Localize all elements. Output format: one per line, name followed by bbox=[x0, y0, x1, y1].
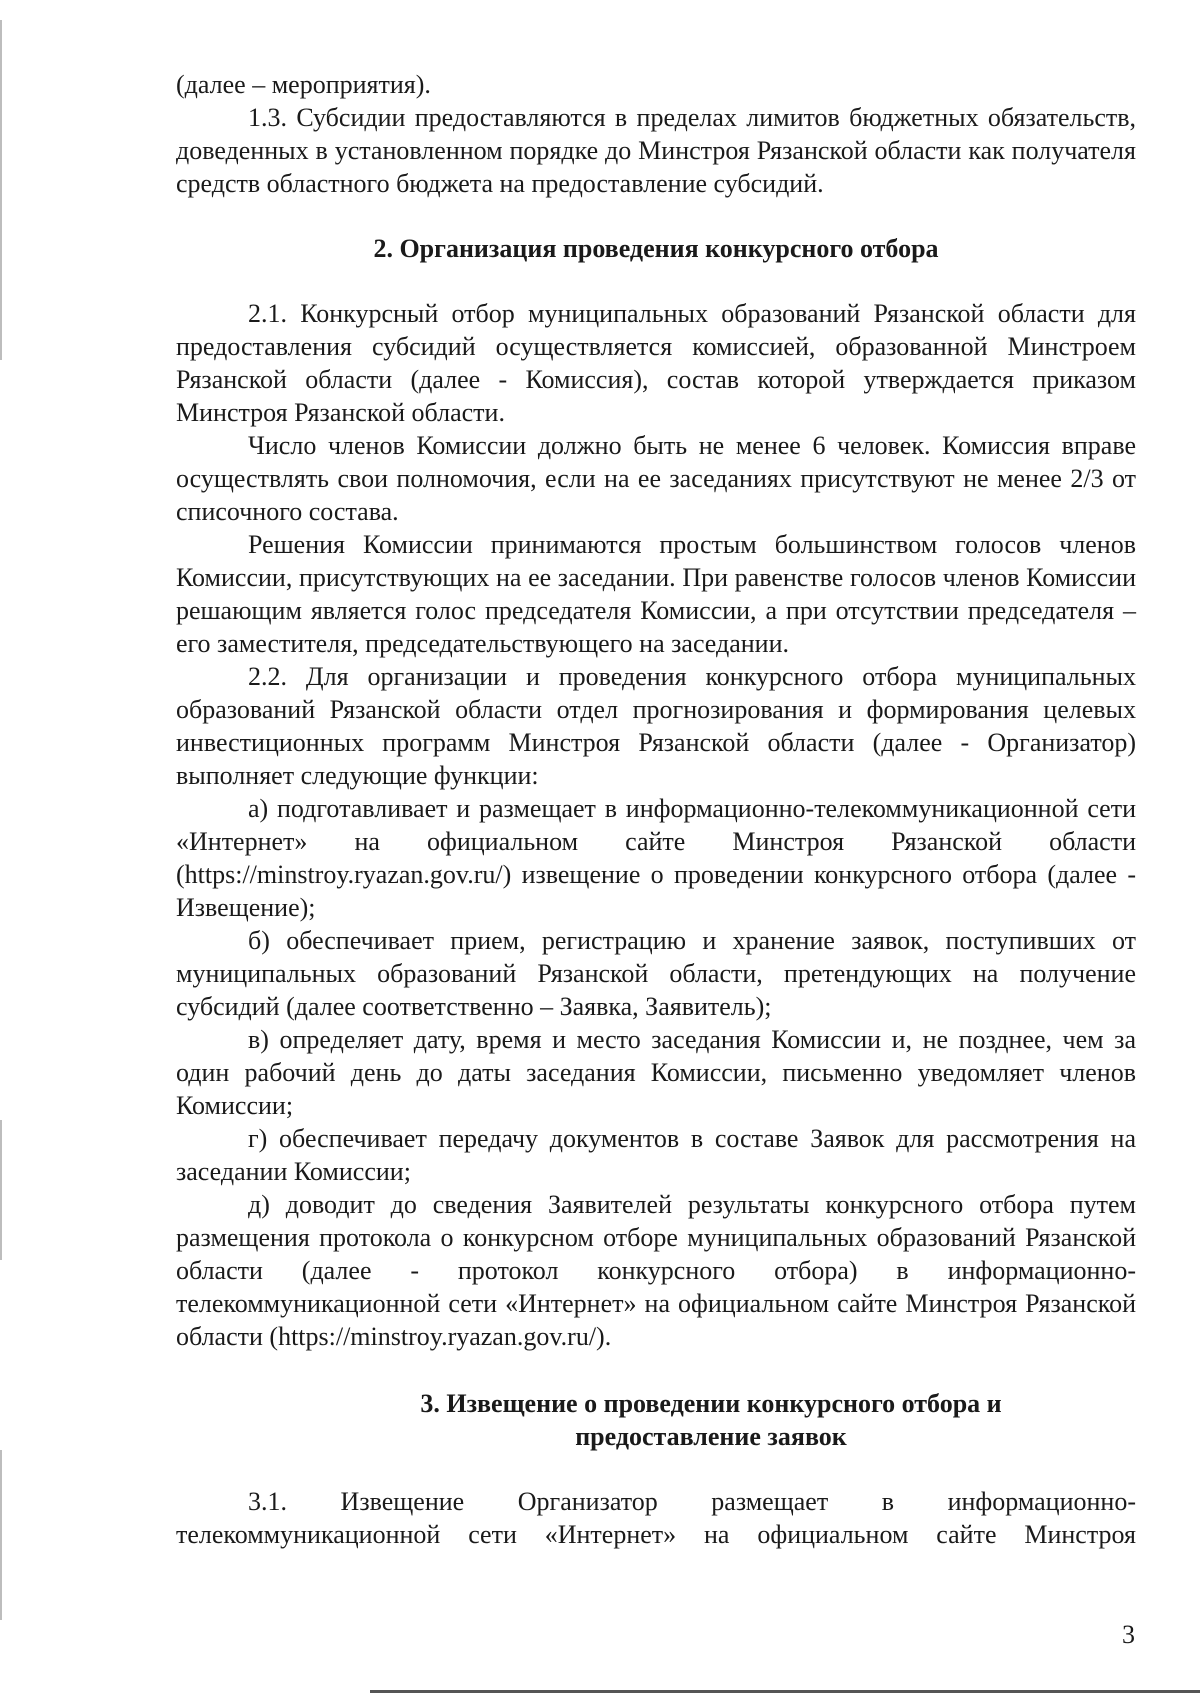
bottom-edge-rule bbox=[370, 1690, 1200, 1693]
section-3-heading-line-1: 3. Извещение о проведении конкурсного отбора и bbox=[420, 1389, 1002, 1418]
paragraph-2-2-b: б) обеспечивает прием, регистрацию и хранение заявок, поступивших от муниципальных образований Рязанской области, претендующих на получение субсидий (далее соответственно – Заявка, Заявитель); bbox=[176, 926, 1136, 1021]
paragraph-3-1: 3.1. Извещение Организатор размещает в информационно-телекоммуникационной сети «Интернет» на официальном сайте Минстроя bbox=[176, 1487, 1136, 1549]
scan-edge-mark bbox=[0, 1120, 2, 1260]
paragraph-2-2-c: в) определяет дату, время и место заседания Комиссии и, не позднее, чем за один рабочий день до даты заседания Комиссии, письменно уведомляет членов Комиссии; bbox=[176, 1025, 1136, 1120]
paragraph-intro: (далее – мероприятия). bbox=[176, 70, 431, 99]
paragraph-2-1-members: Число членов Комиссии должно быть не менее 6 человек. Комиссия вправе осуществлять свои полномочия, если на ее заседаниях присутствуют не менее 2/3 от списочного состава. bbox=[176, 431, 1136, 526]
page-number: 3 bbox=[1122, 1620, 1135, 1649]
section-3-heading bbox=[176, 1387, 1136, 1453]
paragraph-2-1-decisions: Решения Комиссии принимаются простым большинством голосов членов Комиссии, присутствующих на ее заседании. При равенстве голосов членов Комиссии решающим является голос председателя Комиссии, а при отсутствии председателя – его заместителя, председательствующего на заседании. bbox=[176, 530, 1136, 658]
paragraph-2-2-a: а) подготавливает и размещает в информационно-телекоммуникационной сети «Интернет» на официальном сайте Минстроя Рязанской области (https://minstroy.ryazan.gov.ru/) извещение о проведении конкурсного отбора (далее - Извещение); bbox=[176, 794, 1136, 922]
paragraph-2-2: 2.2. Для организации и проведения конкурсного отбора муниципальных образований Рязанской области отдел прогнозирования и формирования целевых инвестиционных программ Минстроя Рязанской области (далее - Организатор) выполняет следующие функции: bbox=[176, 662, 1136, 790]
scan-edge-mark bbox=[0, 20, 2, 360]
paragraph-2-1: 2.1. Конкурсный отбор муниципальных образований Рязанской области для предоставления субсидий осуществляется комиссией, образованной Минстроем Рязанской области (далее - Комиссия), состав которой утверждается приказом Минстроя Рязанской области. bbox=[176, 299, 1136, 427]
section-3-heading-line-2: предоставление заявок bbox=[575, 1422, 847, 1451]
paragraph-2-2-d: г) обеспечивает передачу документов в составе Заявок для рассмотрения на заседании Комиссии; bbox=[176, 1124, 1136, 1186]
scan-edge-mark bbox=[0, 1450, 2, 1620]
paragraph-2-2-e: д) доводит до сведения Заявителей результаты конкурсного отбора путем размещения протокола о конкурсном отборе муниципальных образований Рязанской области (далее - протокол конкурсного отбора) в информационно-телекоммуникационной сети «Интернет» на официальном сайте Минстроя Рязанской области (https://minstroy.ryazan.gov.ru/). bbox=[176, 1190, 1136, 1351]
document-body bbox=[176, 68, 1136, 1551]
section-2-heading: 2. Организация проведения конкурсного отбора bbox=[373, 234, 939, 263]
paragraph-1-3: 1.3. Субсидии предоставляются в пределах лимитов бюджетных обязательств, доведенных в установленном порядке до Минстроя Рязанской области как получателя средств областного бюджета на предоставление субсидий. bbox=[176, 103, 1136, 198]
